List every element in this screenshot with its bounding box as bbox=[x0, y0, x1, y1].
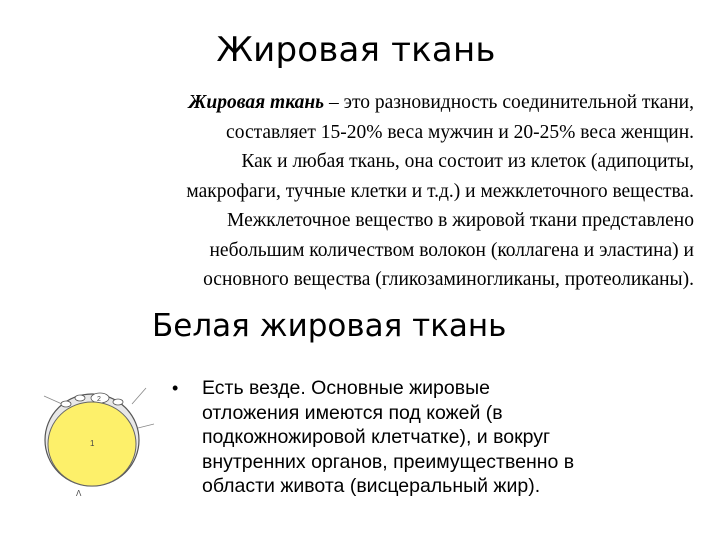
bullet-line: подкожножировой клетчатке), и вокруг bbox=[202, 426, 551, 448]
intro-paragraph bbox=[58, 88, 694, 295]
figure-label-2: 2 bbox=[97, 396, 101, 403]
figure-label-bottom: Λ bbox=[76, 489, 82, 498]
pointer-line bbox=[44, 396, 62, 404]
intro-term: Жировая ткань bbox=[188, 92, 325, 113]
intro-line: Межклеточное вещество в жировой ткани представлено bbox=[227, 210, 694, 231]
bullet-list bbox=[170, 376, 690, 499]
intro-line bbox=[58, 88, 694, 118]
bullet-line: области живота (висцеральный жир). bbox=[202, 475, 541, 497]
intro-line: составляет 15-20% веса мужчин и 20-25% веса женщин. bbox=[226, 121, 694, 143]
bullet-item bbox=[170, 376, 690, 499]
bullet-line: отложения имеются под кожей (в bbox=[202, 401, 503, 424]
intro-line: макрофаги, тучные клетки и т.д.) и межклеточного вещества. bbox=[186, 180, 694, 202]
intro-line: небольшим количеством волокон (коллагена и эластина) и bbox=[209, 239, 694, 261]
figure-label-1: 1 bbox=[90, 439, 95, 448]
bullet-marker: • bbox=[172, 378, 179, 398]
fat-cell-diagram bbox=[36, 378, 156, 498]
organelle bbox=[61, 401, 71, 407]
intro-line-1-rest: – это разновидность соединительной ткани, bbox=[324, 92, 694, 113]
organelle bbox=[113, 399, 123, 405]
page-title-text: Жировая ткань bbox=[216, 30, 496, 70]
organelle bbox=[75, 395, 85, 401]
pointer-line bbox=[138, 424, 154, 428]
pointer-line bbox=[132, 388, 146, 404]
bullet-line: Есть везде. Основные жировые bbox=[202, 377, 490, 399]
bullet-line: внутренних органов, преимущественно в bbox=[202, 450, 575, 473]
intro-line: Как и любая ткань, она состоит из клеток (адипоциты, bbox=[241, 151, 694, 172]
page-title bbox=[0, 30, 720, 70]
intro-line: основного вещества (гликозаминогликаны, протеоликаны). bbox=[203, 269, 694, 290]
section-subtitle: Белая жировая ткань bbox=[152, 308, 507, 344]
